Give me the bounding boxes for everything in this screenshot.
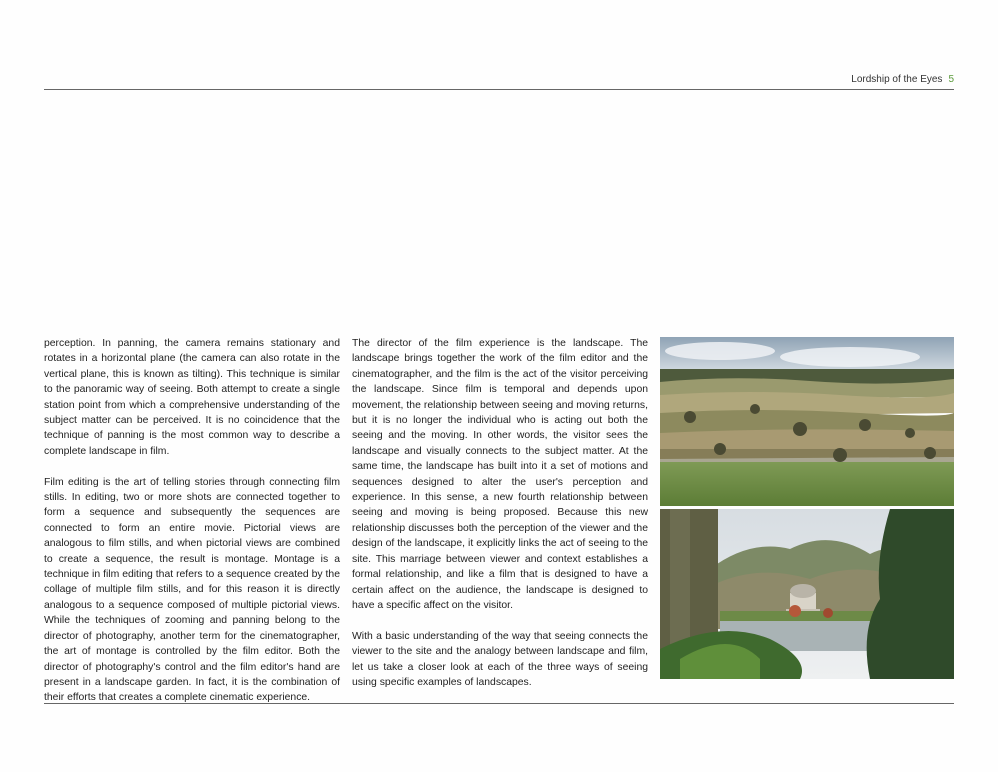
paragraph: perception. In panning, the camera remains stationary and rotates in a horizontal plane (the camera can also rotate in the vertical plane, this is known as tilting). This technique is similar to the panoramic way of seeing. Both attempt to create a single station point from which a comprehensive understanding of the subject matter can be perceived. It is no coincidence that the technique of panning is the most common way to describe a complete landscape in film. xyxy=(44,338,340,457)
text-column-left xyxy=(44,336,340,721)
header-rule xyxy=(44,89,954,90)
footer-rule xyxy=(44,703,954,704)
fields-landscape-image xyxy=(660,337,954,506)
paragraph: Film editing is the art of telling stories through connecting film stills. In editing, two or more shots are connected together to form a sequence and subsequently the sequences are connected to form an entire movie. Pictorial views are analogous to film stills, and when pictorial views are combined to create a sequence, the result is montage. Montage is a technique in film editing that refers to a sequence created by the collage of multiple film stills, and for this reason it is directly analogous to a sequence composed of multiple pictorial views. While the techniques of zooming and panning belong to the director of photography, another term for the cinematographer, the art of montage is controlled by the film editor. Both the director of photography's control and the film editor's hand are present in a landscape garden. In fact, it is the combination of their efforts that creates a complete cinematic experience. xyxy=(44,476,340,704)
header-title: Lordship of the Eyes xyxy=(851,74,943,85)
paragraph: With a basic understanding of the way that seeing connects the viewer to the site and the analogy between landscape and film, let us take a closer look at each of the three ways of seeing using specific examples of landscapes. xyxy=(352,630,648,688)
landscape-photo-temple xyxy=(660,509,954,679)
page-number: 5 xyxy=(948,74,954,85)
landscape-photo-fields xyxy=(660,337,954,506)
text-column-middle xyxy=(352,336,648,706)
garden-temple-image xyxy=(660,509,954,679)
running-header xyxy=(44,74,954,85)
paragraph: The director of the film experience is the landscape. The landscape brings together the work of the film editor and the cinematographer, and the film is the act of the visitor perceiving the landscape. Since film is temporal and depends upon movement, the relationship between seeing and moving returns, but it is no longer the individual who is acting out both the seeing and the moving. In other words, the visitor sees the landscape and visually connects to the subject matter. At the same time, the landscape has built into it a set of motions and sequences designed to alter the user's perception and experience. In this sense, a new fourth relationship between seeing and moving is being proposed. Because this new relationship discusses both the perception of the viewer and the design of the landscape, it explicitly links the act of seeing to the site. This marriage between viewer and context establishes a formal relationship, and like a film that is designed to have a certain affect on the audience, the landscape is designed to have a specific affect on the visitor. xyxy=(352,338,648,611)
